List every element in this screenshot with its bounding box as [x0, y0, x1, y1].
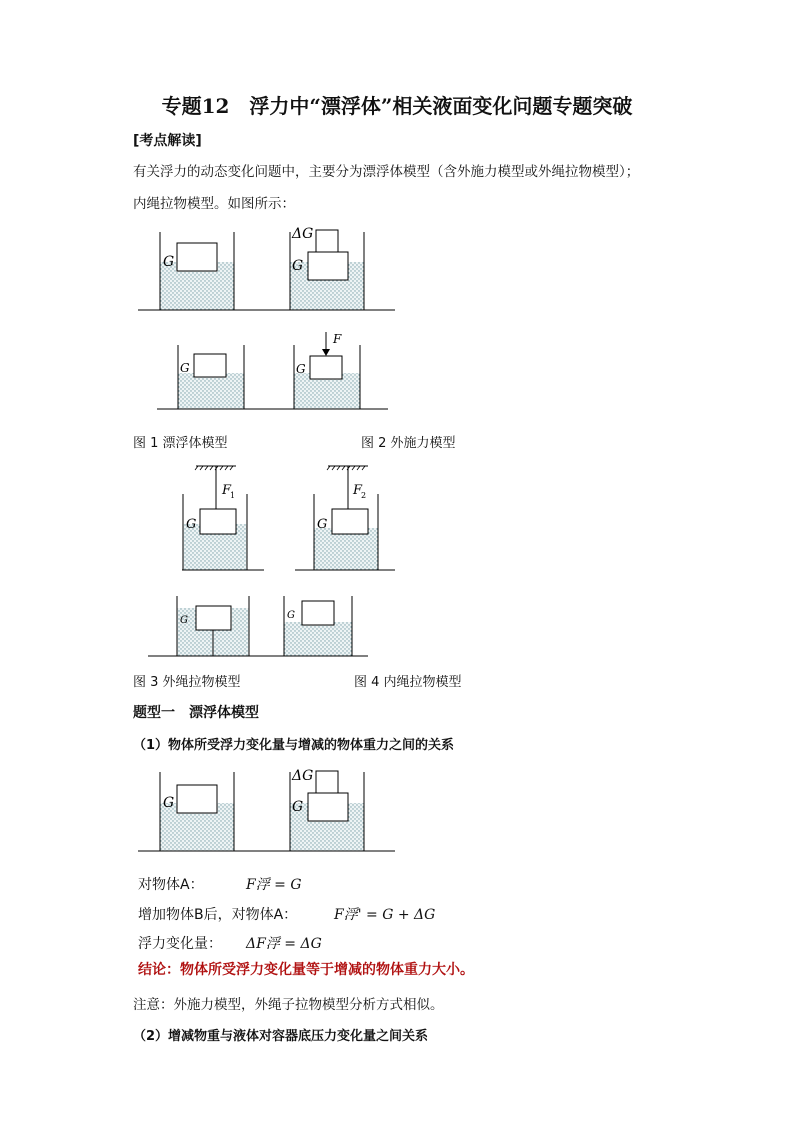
- g-label: G: [292, 258, 304, 274]
- fig1-container-b: [290, 226, 364, 310]
- fig2-container-a: [178, 345, 244, 409]
- type1-container-a: [160, 772, 234, 851]
- fig4-container-b: [284, 596, 352, 656]
- type1-sub2: （2）增减物重与液体对容器底压力变化量之间关系: [133, 1029, 429, 1044]
- note-text: 注意：外施力模型，外绳子拉物模型分析方式相似。: [133, 997, 444, 1013]
- formula-expr-3: ΔF浮 = ΔG: [246, 936, 322, 952]
- formula-expr-2: F浮' = G + ΔG: [334, 907, 436, 923]
- fig3-container-b: [314, 466, 378, 570]
- force-f-label: F: [333, 332, 342, 346]
- g-label: G: [296, 362, 306, 376]
- g-label: G: [180, 615, 188, 626]
- type1-heading: 题型一 漂浮体模型: [133, 705, 259, 721]
- g-label: G: [287, 610, 295, 621]
- formula-label-3: 浮力变化量：: [138, 936, 222, 952]
- formula-expr-1: F浮 = G: [246, 877, 302, 893]
- fig1-container-a: [160, 232, 234, 310]
- caption-fig4: 图 4 内绳拉物模型: [354, 675, 462, 690]
- g-label: G: [163, 795, 175, 811]
- caption-fig1: 图 1 漂浮体模型: [133, 436, 228, 451]
- force-f2-subscript: 2: [361, 491, 367, 500]
- g-label: G: [163, 254, 175, 270]
- g-label: G: [292, 799, 304, 815]
- g-label: G: [180, 361, 190, 375]
- intro-line-1: 有关浮力的动态变化问题中，主要分为漂浮体模型（含外施力模型或外绳拉物模型）；: [133, 164, 640, 180]
- fig3-container-a: [183, 466, 247, 570]
- formula-label-1: 对物体A：: [138, 877, 204, 893]
- page-title: 专题12 浮力中“漂浮体”相关液面变化问题专题突破: [161, 94, 633, 118]
- formula-label-2: 增加物体B后，对物体A：: [138, 907, 298, 923]
- conclusion-text: 结论：物体所受浮力变化量等于增减的物体重力大小。: [138, 962, 474, 978]
- delta-g-label: ΔG: [292, 226, 314, 242]
- g-label: G: [317, 517, 328, 532]
- intro-line-2: 内绳拉物模型。如图所示：: [133, 196, 295, 212]
- section-tag: [考点解读]: [133, 133, 202, 149]
- type1-sub1: （1）物体所受浮力变化量与增减的物体重力之间的关系: [133, 738, 455, 753]
- caption-fig2: 图 2 外施力模型: [361, 436, 456, 451]
- g-label: G: [186, 517, 197, 532]
- force-f2-label: F: [353, 483, 363, 498]
- type1-container-b: [290, 768, 364, 851]
- fig2-container-b: [294, 332, 360, 409]
- delta-g-label: ΔG: [292, 768, 314, 784]
- caption-fig3: 图 3 外绳拉物模型: [133, 675, 241, 690]
- force-f1-label: F: [222, 483, 232, 498]
- fig4-container-a: [177, 596, 249, 656]
- force-f1-subscript: 1: [230, 491, 236, 500]
